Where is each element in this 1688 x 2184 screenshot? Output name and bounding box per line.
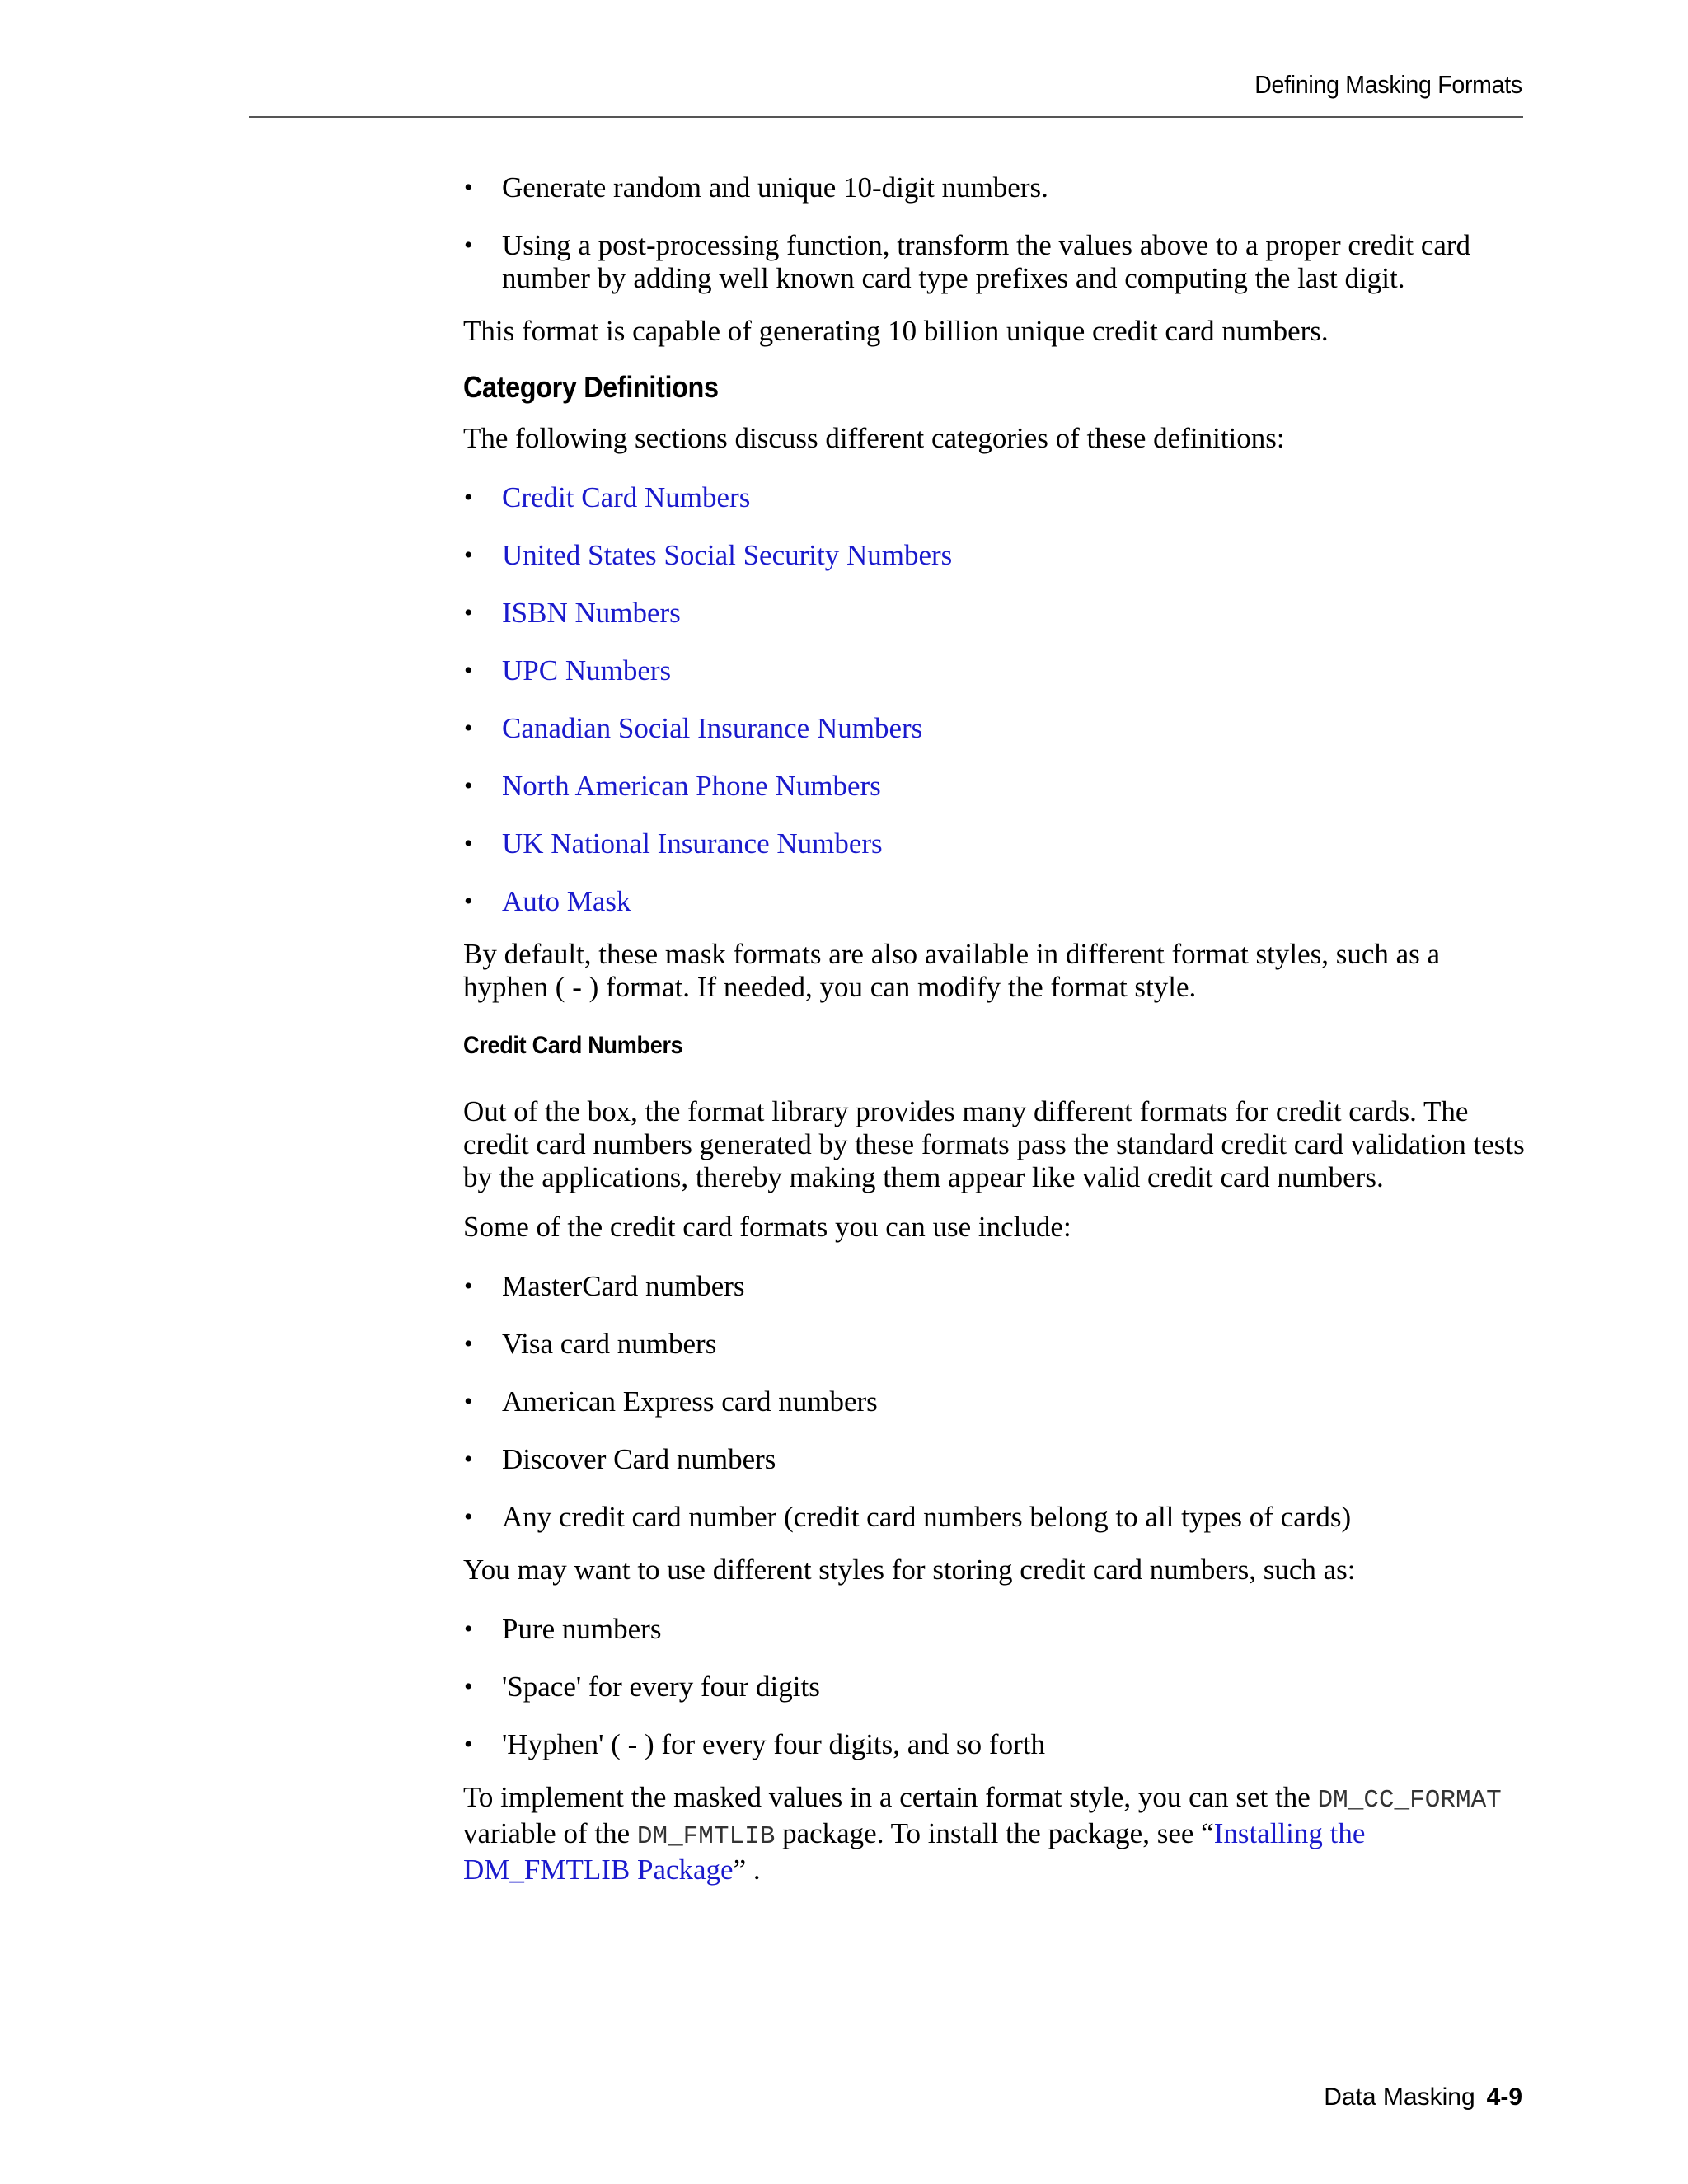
page-body <box>463 171 1526 1886</box>
list-item-text: Pure numbers <box>502 1613 662 1645</box>
list-item-text: MasterCard numbers <box>502 1270 745 1302</box>
credit-card-intro-paragraph: Out of the box, the format library provides many different formats for credit cards. The credit card numbers generated by these formats pass the standard credit card validation tests by the applications, thereby making them appear like valid credit card numbers. <box>463 1095 1525 1193</box>
list-item <box>463 539 1526 572</box>
category-definitions-heading: Category Definitions <box>463 370 719 404</box>
category-link-list <box>463 481 1526 918</box>
list-item <box>463 481 1526 514</box>
list-item <box>463 1270 1526 1303</box>
intro-bullet-list <box>463 171 1526 295</box>
list-item <box>463 1328 1526 1361</box>
formats-intro-paragraph: Some of the credit card formats you can use include: <box>463 1211 1071 1243</box>
bullet-icon: • <box>464 772 473 799</box>
list-item-text: Discover Card numbers <box>502 1443 776 1475</box>
list-item <box>463 597 1526 630</box>
bullet-icon: • <box>464 1615 473 1643</box>
list-item-text: Generate random and unique 10-digit numbers. <box>502 171 1048 204</box>
link-us-social-security-numbers[interactable]: United States Social Security Numbers <box>502 539 953 571</box>
page-number: 4-9 <box>1486 2083 1522 2111</box>
list-item <box>463 1443 1526 1476</box>
list-item-text: Visa card numbers <box>502 1328 717 1360</box>
bullet-icon: • <box>464 1673 473 1700</box>
list-item <box>463 1385 1526 1418</box>
credit-card-numbers-heading: Credit Card Numbers <box>463 1032 683 1059</box>
implementation-text-4: ” . <box>733 1854 761 1886</box>
bullet-icon: • <box>464 1330 473 1357</box>
list-item-text: 'Space' for every four digits <box>502 1671 820 1703</box>
list-item <box>463 1501 1526 1534</box>
bullet-icon: • <box>464 541 473 569</box>
page-footer <box>1324 2083 1522 2111</box>
category-intro-paragraph: The following sections discuss different categories of these definitions: <box>463 422 1285 454</box>
credit-card-format-list <box>463 1270 1526 1534</box>
link-auto-mask[interactable]: Auto Mask <box>502 885 631 917</box>
link-upc-numbers[interactable]: UPC Numbers <box>502 654 672 687</box>
dm-cc-format-code: DM_CC_FORMAT <box>1317 1786 1502 1815</box>
list-item <box>463 229 1526 295</box>
capacity-paragraph: This format is capable of generating 10 billion unique credit card numbers. <box>463 315 1329 347</box>
implementation-text-1: To implement the masked values in a certain format style, you can set the <box>463 1781 1318 1813</box>
bullet-icon: • <box>464 1731 473 1758</box>
list-item <box>463 712 1526 745</box>
implementation-text-3: package. To install the package, see “ <box>775 1817 1214 1849</box>
bullet-icon: • <box>464 1388 473 1415</box>
list-item <box>463 171 1526 204</box>
format-style-note: By default, these mask formats are also available in different format styles, such as a hyphen ( - ) format. If needed, you can modify the format style. <box>463 938 1441 1003</box>
bullet-icon: • <box>464 657 473 684</box>
list-item-text: American Express card numbers <box>502 1385 878 1418</box>
list-item <box>463 770 1526 803</box>
link-north-american-phone-numbers[interactable]: North American Phone Numbers <box>502 770 881 802</box>
list-item-text: 'Hyphen' ( - ) for every four digits, and so forth <box>502 1728 1045 1760</box>
bullet-icon: • <box>464 715 473 742</box>
storage-style-list <box>463 1613 1526 1761</box>
footer-section-title: Data Masking <box>1324 2083 1475 2111</box>
styles-intro-paragraph: You may want to use different styles for storing credit card numbers, such as: <box>463 1554 1356 1586</box>
bullet-icon: • <box>464 830 473 857</box>
link-isbn-numbers[interactable]: ISBN Numbers <box>502 597 681 629</box>
implementation-paragraph <box>463 1781 1526 1886</box>
dm-fmtlib-code: DM_FMTLIB <box>636 1822 776 1851</box>
list-item <box>463 885 1526 918</box>
link-uk-national-insurance-numbers[interactable]: UK National Insurance Numbers <box>502 827 883 860</box>
running-header: Defining Masking Formats <box>1254 70 1522 99</box>
list-item <box>463 1613 1526 1646</box>
bullet-icon: • <box>464 599 473 626</box>
link-canadian-social-insurance-numbers[interactable]: Canadian Social Insurance Numbers <box>502 712 923 744</box>
bullet-icon: • <box>464 174 473 201</box>
link-installing-dm-fmtlib-package[interactable]: Installing the DM_FMTLIB Package <box>463 1817 1366 1886</box>
link-credit-card-numbers[interactable]: Credit Card Numbers <box>502 481 751 513</box>
bullet-icon: • <box>464 484 473 511</box>
list-item-text: Using a post-processing function, transform the values above to a proper credit card number by adding well known card type prefixes and computing the last digit. <box>502 229 1471 294</box>
bullet-icon: • <box>464 1446 473 1473</box>
header-rule <box>249 116 1523 118</box>
bullet-icon: • <box>464 1503 473 1530</box>
implementation-text-2: variable of the <box>463 1817 637 1849</box>
bullet-icon: • <box>464 1272 473 1300</box>
list-item-text: Any credit card number (credit card numbers belong to all types of cards) <box>502 1501 1352 1533</box>
list-item <box>463 1671 1526 1704</box>
list-item <box>463 827 1526 860</box>
bullet-icon: • <box>464 232 473 259</box>
bullet-icon: • <box>464 888 473 915</box>
list-item <box>463 1728 1526 1761</box>
list-item <box>463 654 1526 687</box>
